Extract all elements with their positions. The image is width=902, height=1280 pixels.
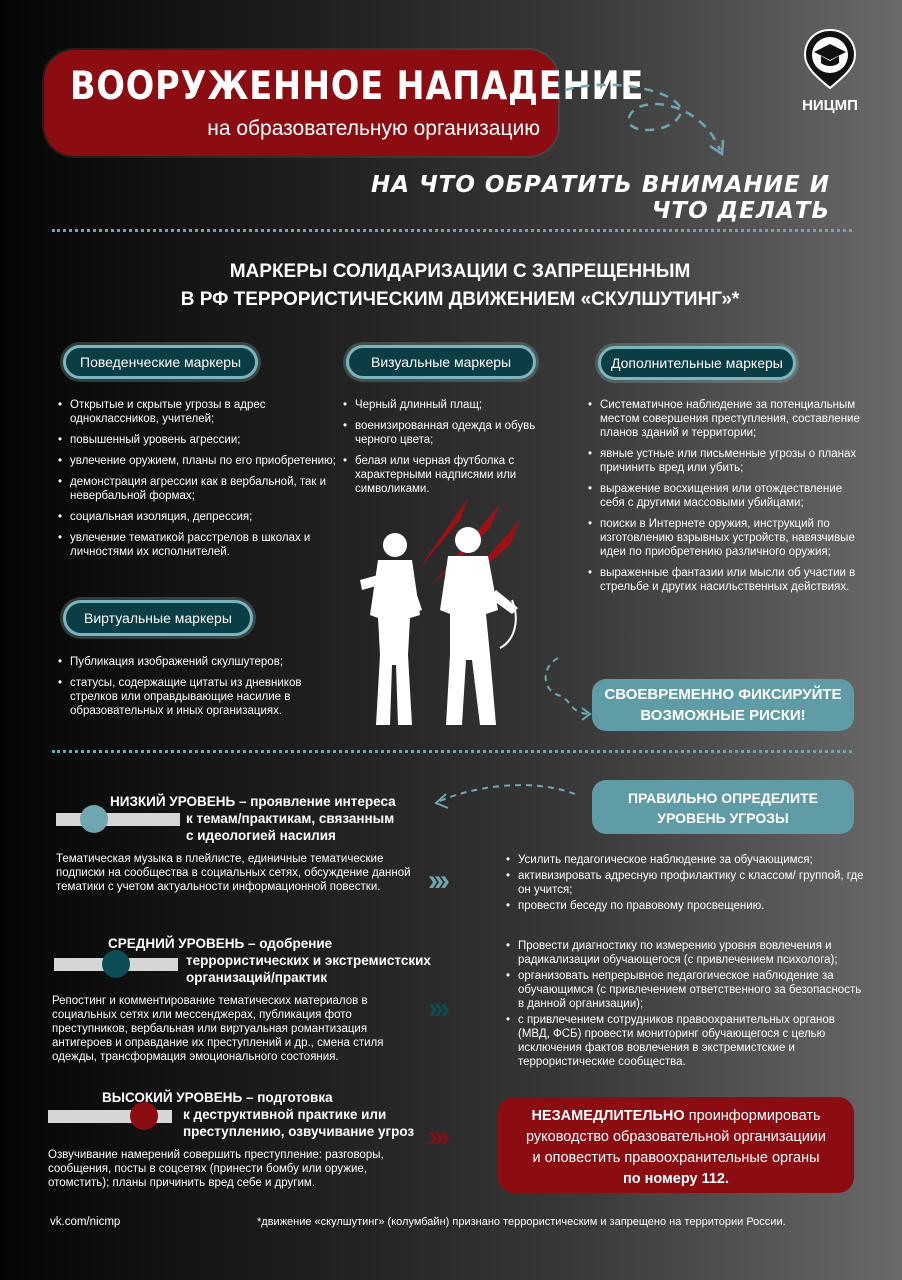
additional-markers-label: Дополнительные маркеры bbox=[598, 346, 796, 380]
list-item: • статусы, содержащие цитаты из дневников стрелков или оправдывающие насилие в образовательных и иных организациях. bbox=[70, 676, 340, 718]
list-item: • демонстрация агрессии как в вербальной, так и невербальной формах; bbox=[70, 475, 340, 503]
list-item: • провести беседу по правовому просвещению. bbox=[518, 899, 868, 913]
low-level-actions bbox=[506, 853, 868, 915]
list-item: • активизировать адресную профилактику с классом/ группой, где он учится; bbox=[518, 869, 868, 897]
list-item: • явные устные или письменные угрозы о планах причинить вред или убить; bbox=[600, 447, 868, 475]
chevrons-icon: ››› bbox=[428, 1120, 446, 1153]
list-item: • Провести диагностику по измерению уровня вовлечения и радикализации обучающегося (с привлечением психолога); bbox=[518, 939, 868, 967]
list-item: • социальная изоляция, депрессия; bbox=[70, 510, 340, 524]
list-item: • увлечение оружием, планы по его приобретению; bbox=[70, 454, 340, 468]
virtual-markers-list bbox=[58, 655, 340, 725]
graduation-cap-pin-icon bbox=[802, 28, 858, 90]
logo-text: НИЦМП bbox=[802, 97, 858, 114]
list-item: • повышенный уровень агрессии; bbox=[70, 433, 340, 447]
dashed-arrow-icon bbox=[430, 782, 580, 822]
medium-level-actions bbox=[506, 939, 868, 1071]
level-knob-low bbox=[80, 805, 108, 833]
medium-level-title: СРЕДНИЙ УРОВЕНЬ – одобрение террористических и экстремистских организаций/практик bbox=[108, 936, 431, 985]
behavioral-markers-label: Поведенческие маркеры bbox=[63, 345, 258, 379]
divider bbox=[52, 229, 852, 232]
additional-markers-list bbox=[588, 398, 868, 601]
list-item: • увлечение тематикой расстрелов в школах и личностями их исполнителей. bbox=[70, 531, 340, 559]
page-title: ВООРУЖЕННОЕ НАПАДЕНИЕ bbox=[70, 64, 645, 109]
list-item: • военизированная одежда и обувь черного цвета; bbox=[355, 419, 570, 447]
chevrons-icon: ››› bbox=[428, 864, 446, 897]
list-item: • Черный длинный плащ; bbox=[355, 398, 570, 412]
behavioral-markers-list bbox=[58, 398, 340, 566]
list-item: • Открытые и скрытые угрозы в адрес одноклассников, учителей; bbox=[70, 398, 340, 426]
cta-risks: СВОЕВРЕМЕННО ФИКСИРУЙТЕ ВОЗМОЖНЫЕ РИСКИ! bbox=[592, 679, 854, 731]
low-level-description: Тематическая музыка в плейлисте, единичные тематические подписки на сообщества в социальных сетях, обсуждение данной тематики с учетом актуальности информационной повестки. bbox=[56, 853, 411, 893]
virtual-markers-label: Виртуальные маркеры bbox=[63, 600, 253, 636]
footer-link[interactable]: vk.com/nicmp bbox=[50, 1216, 121, 1228]
footer-note: *движение «скулшутинг» (колумбайн) признано террористическим и запрещено на территории России. bbox=[257, 1216, 786, 1228]
list-item: • организовать непрерывное педагогическое наблюдение за обучающимся (с привлечением ответственного за безопасность в данной организации); bbox=[518, 969, 868, 1011]
visual-markers-list bbox=[343, 398, 570, 503]
tagline: НА ЧТО ОБРАТИТЬ ВНИМАНИЕ И ЧТО ДЕЛАТЬ bbox=[371, 172, 830, 224]
divider bbox=[52, 750, 852, 753]
page-subtitle: на образовательную организацию bbox=[207, 117, 540, 140]
medium-level-description: Репостинг и комментирование тематических материалов в социальных сетях или мессенджерах, публикация фото преступников, вербальная или виртуальная романтизация антигероев и оправдание их преступлений и др., смена стиля одежды, трансформация эмоционального состояния. bbox=[52, 995, 384, 1063]
chevrons-icon: ››› bbox=[428, 992, 446, 1025]
dashed-arrow-icon bbox=[538, 650, 598, 725]
high-level-description: Озвучивание намерений совершить преступление: разговоры, сообщения, посты в соцсетях (принести бомбу или оружие, отомстить); планы причинить вред себе и другим. bbox=[48, 1149, 384, 1189]
list-item: • поиски в Интернете оружия, инструкций по изготовлению взрывных устройств, навязчивые идеи по приобретению различного оружия; bbox=[600, 517, 868, 559]
list-item: • с привлечением сотрудников правоохранительных органов (МВД, ФСБ) провести мониторинг обучающегося с целью исключения фактов вовлечения в экстремистские и террористические сообщества. bbox=[518, 1013, 868, 1069]
low-level-title: НИЗКИЙ УРОВЕНЬ – проявление интереса к темам/практикам, связанным с идеологией насилия bbox=[110, 794, 396, 843]
high-level-title: ВЫСОКИЙ УРОВЕНЬ – подготовка к деструктивной практике или преступлению, озвучивание угроз bbox=[102, 1090, 415, 1139]
section-title: МАРКЕРЫ СОЛИДАРИЗАЦИИ С ЗАПРЕЩЕННЫМ В РФ ТЕРРОРИСТИЧЕСКИМ ДВИЖЕНИЕМ «СКУЛШУТИНГ»* bbox=[180, 261, 740, 310]
list-item: • Усилить педагогическое наблюдение за обучающимся; bbox=[518, 853, 868, 867]
list-item: • выраженные фантазии или мысли об участии в стрельбе и других насильственных действиях. bbox=[600, 566, 868, 594]
list-item: • белая или черная футболка с характерными надписями или символиками. bbox=[355, 454, 570, 496]
list-item: • Публикация изображений скулшутеров; bbox=[70, 655, 340, 669]
urgent-action-box: НЕЗАМЕДЛИТЕЛЬНО проинформировать руководство образовательной организациии и оповестить правоохранительные органы по номеру 112. bbox=[498, 1097, 854, 1193]
list-item: • выражение восхищения или отождествление себя с другими массовыми убийцами; bbox=[600, 482, 868, 510]
visual-markers-label: Визуальные маркеры bbox=[346, 345, 536, 379]
cta-threat-level: ПРАВИЛЬНО ОПРЕДЕЛИТЕ УРОВЕНЬ УГРОЗЫ bbox=[592, 780, 854, 834]
list-item: • Систематичное наблюдение за потенциальным местом совершения преступления, составление планов зданий и территории; bbox=[600, 398, 868, 440]
shooter-silhouettes-illustration bbox=[350, 490, 530, 730]
logo bbox=[795, 28, 865, 114]
dashed-arrow-icon bbox=[560, 80, 740, 160]
